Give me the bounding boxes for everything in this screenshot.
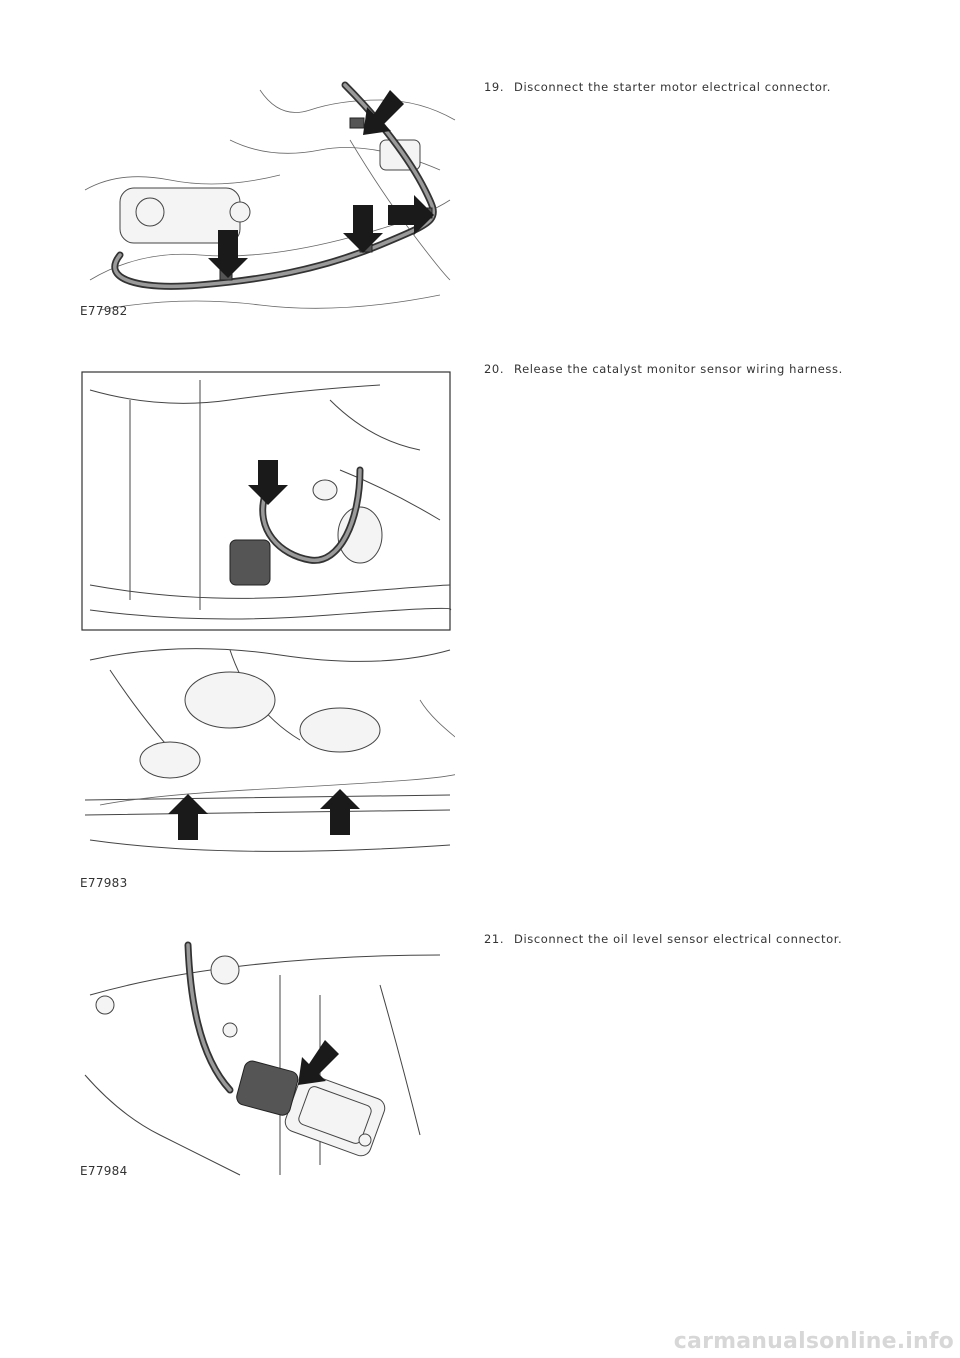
step-number: 20. <box>484 362 505 376</box>
oil-level-sensor-illustration <box>80 935 445 1180</box>
figure-code: E77982 <box>80 304 128 318</box>
watermark: carmanualsonline.info <box>673 1329 954 1354</box>
figure-catalyst-harness <box>80 370 455 890</box>
step-number: 21. <box>484 932 505 946</box>
starter-motor-illustration <box>80 80 460 325</box>
figure-code: E77984 <box>80 1164 128 1178</box>
step-20 <box>484 362 843 376</box>
figure-starter-motor-connector <box>80 80 460 325</box>
step-19 <box>484 80 831 94</box>
step-text: Disconnect the oil level sensor electrical connector. <box>514 932 843 946</box>
catalyst-harness-illustration <box>80 370 455 890</box>
step-number: 19. <box>484 80 505 94</box>
step-text: Release the catalyst monitor sensor wiring harness. <box>514 362 843 376</box>
figure-oil-level-sensor <box>80 935 445 1180</box>
step-21 <box>484 932 842 946</box>
figure-code: E77983 <box>80 876 128 890</box>
step-text: Disconnect the starter motor electrical connector. <box>514 80 832 94</box>
